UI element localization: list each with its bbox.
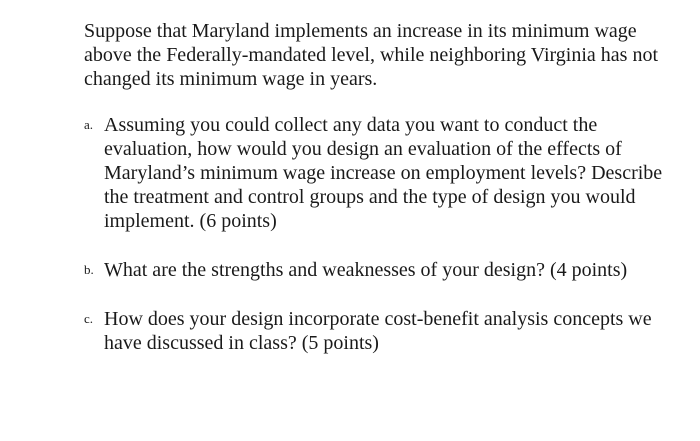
question-a xyxy=(84,113,684,233)
question-a-text: Assuming you could collect any data you want to conduct the evaluation, how would you design an evaluation of the effects of Maryland’s minimum wage increase on employment levels? Describe the treatment and control groups and the type of design you would implement. (6 points) xyxy=(104,114,663,232)
question-a-marker: a. xyxy=(84,117,94,132)
question-b-text: What are the strengths and weaknesses of your design? (4 points) xyxy=(104,259,628,281)
question-c-text: How does your design incorporate cost-benefit analysis concepts we have discussed in class? (5 points) xyxy=(104,308,652,354)
question-b xyxy=(84,258,684,282)
question-b-marker: b. xyxy=(84,262,94,277)
question-c-marker: c. xyxy=(84,311,94,326)
question-c xyxy=(84,307,684,355)
intro-paragraph: Suppose that Maryland implements an increase in its minimum wage above the Federally-mandated level, while neighboring Virginia has not changed its minimum wage in years. xyxy=(84,20,659,90)
document-body xyxy=(84,19,684,380)
